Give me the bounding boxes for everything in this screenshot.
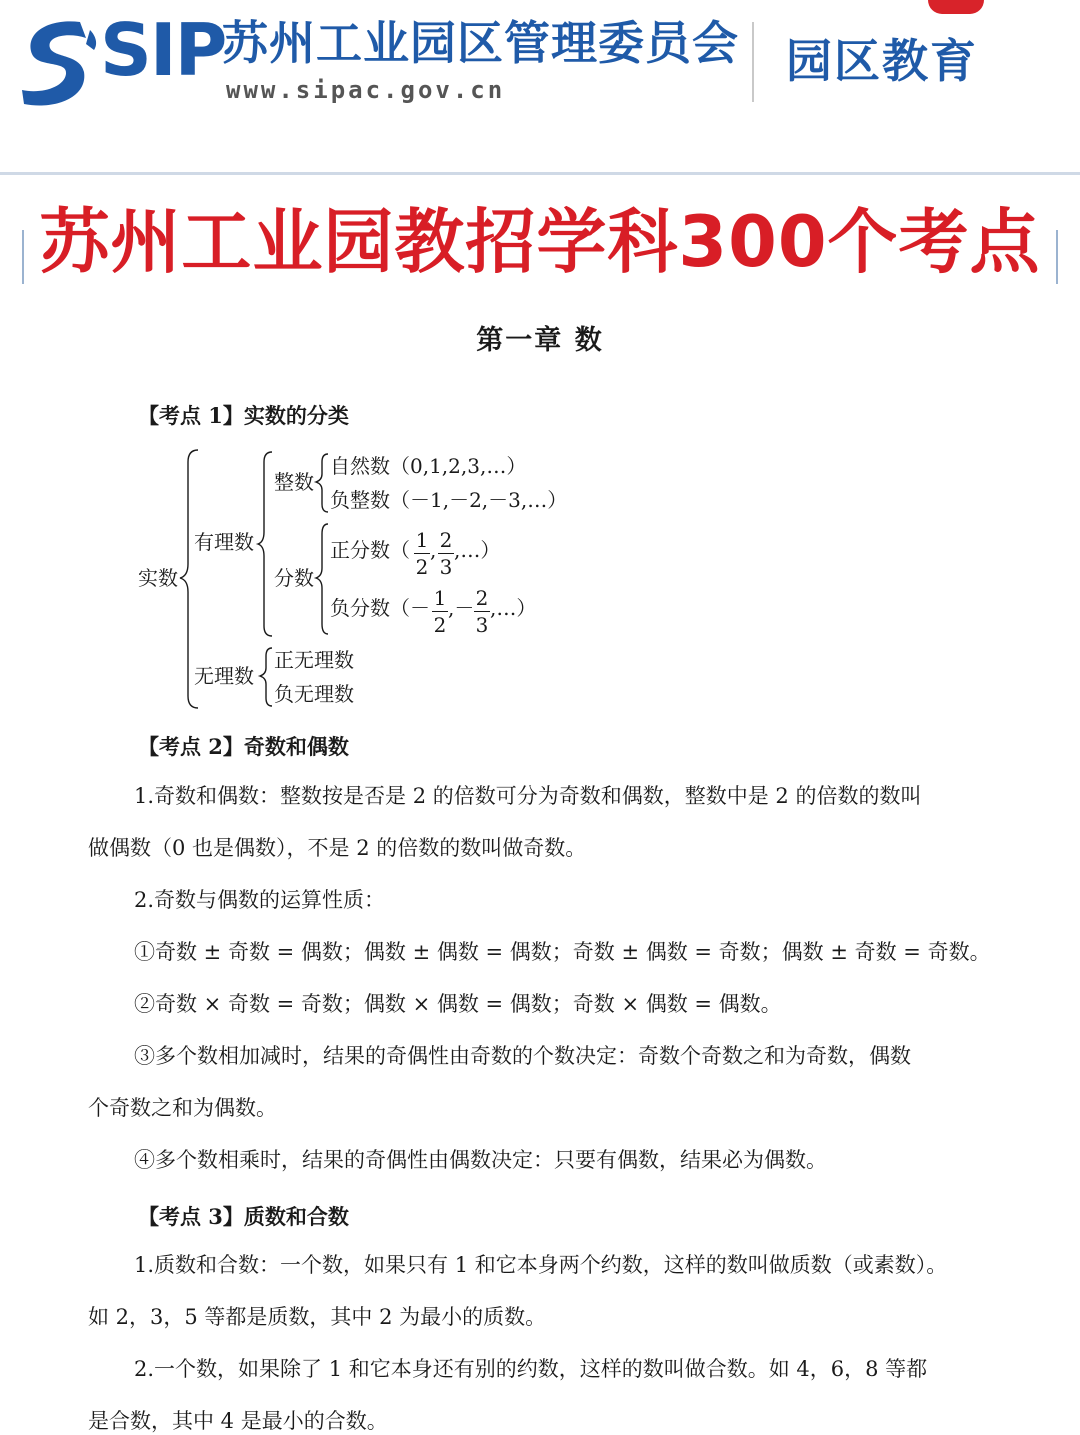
brace-irrational [260, 648, 272, 706]
kp2-rule-3-line2: 个奇数之和为偶数。 [88, 1096, 277, 1120]
tree-rational: 有理数 [194, 530, 254, 554]
kp2-heading: 【考点 2】奇数和偶数 [138, 734, 349, 759]
real-number-tree [0, 440, 1080, 710]
tree-neg-integer: 负整数（－1,－2,－3,…） [330, 488, 568, 512]
chapter-title: 第一章 数 [476, 325, 604, 356]
frac-2-3: 2 3 [439, 528, 453, 579]
page-title: 苏州工业园教招学科300个考点 [39, 201, 1041, 283]
title-bar-right [1056, 230, 1058, 284]
brace-rational [258, 452, 272, 636]
frac-neg-1-2: 1 2 [433, 586, 447, 637]
tree-pos-fraction-label: 正分数（ [330, 538, 410, 562]
tree-neg-fraction-mid: ,－ [448, 596, 475, 620]
brace-fraction [316, 524, 328, 634]
org-name: 苏州工业园区管理委员会 [222, 16, 739, 70]
kp3-p1-line1: 1.质数和合数：一个数，如果只有 1 和它本身两个约数，这样的数叫做质数（或素数）。 [134, 1253, 948, 1277]
header-divider [752, 22, 754, 102]
tree-fraction: 分数 [274, 566, 314, 590]
section-name: 园区教育 [786, 34, 978, 88]
frac-1-2: 1 2 [415, 528, 429, 579]
sip-logo-icon [10, 10, 110, 110]
tree-pos-irrational: 正无理数 [274, 648, 354, 672]
kp2-rule-1: ①奇数 ± 奇数 = 偶数；偶数 ± 偶数 = 偶数；奇数 ± 偶数 = 奇数；偶数 ± 奇数 = 奇数。 [134, 940, 991, 964]
kp3-p2-line1: 2.一个数，如果除了 1 和它本身还有别的约数，这样的数叫做合数。如 4，6，8 等都 [134, 1357, 928, 1381]
tree-irrational: 无理数 [194, 664, 254, 688]
tree-neg-irrational: 负无理数 [274, 682, 354, 706]
kp2-rule-3-line1: ③多个数相加减时，结果的奇偶性由奇数的个数决定：奇数个奇数之和为奇数，偶数 [134, 1044, 911, 1068]
kp3-p2-line2: 是合数，其中 4 是最小的合数。 [88, 1409, 388, 1433]
kp2-p1-line2: 做偶数（0 也是偶数），不是 2 的倍数的数叫做奇数。 [88, 836, 587, 860]
title-banner [22, 190, 1058, 296]
frac-neg-2-3: 2 3 [475, 586, 489, 637]
tree-neg-fraction-tail: ,…） [490, 596, 537, 620]
tree-pos-fraction-tail: ,…） [454, 538, 501, 562]
kp3-heading: 【考点 3】质数和合数 [138, 1204, 349, 1229]
site-header [0, 0, 1080, 175]
kp2-p1-line1: 1.奇数和偶数：整数按是否是 2 的倍数可分为奇数和偶数，整数中是 2 的倍数的数叫 [134, 784, 922, 808]
kp2-p2: 2.奇数与偶数的运算性质： [134, 888, 386, 912]
org-url[interactable]: www.sipac.gov.cn [226, 76, 506, 104]
tree-neg-fraction-label: 负分数（－ [330, 596, 430, 620]
header-rule [0, 172, 1080, 175]
kp1-heading: 【考点 1】实数的分类 [138, 403, 349, 428]
emblem-icon [928, 0, 984, 14]
tree-integer: 整数 [274, 470, 314, 494]
tree-real: 实数 [138, 566, 178, 590]
kp3-p1-line2: 如 2，3，5 等都是质数，其中 2 为最小的质数。 [88, 1305, 547, 1329]
logo-text: SIP [100, 8, 226, 92]
kp2-rule-2: ②奇数 × 奇数 = 奇数；偶数 × 偶数 = 偶数；奇数 × 偶数 = 偶数。 [134, 992, 782, 1016]
tree-comma: , [430, 538, 437, 562]
brace-integer [316, 454, 328, 512]
tree-natural: 自然数（0,1,2,3,…） [330, 454, 527, 478]
kp2-rule-4: ④多个数相乘时，结果的奇偶性由偶数决定：只要有偶数，结果必为偶数。 [134, 1148, 827, 1172]
